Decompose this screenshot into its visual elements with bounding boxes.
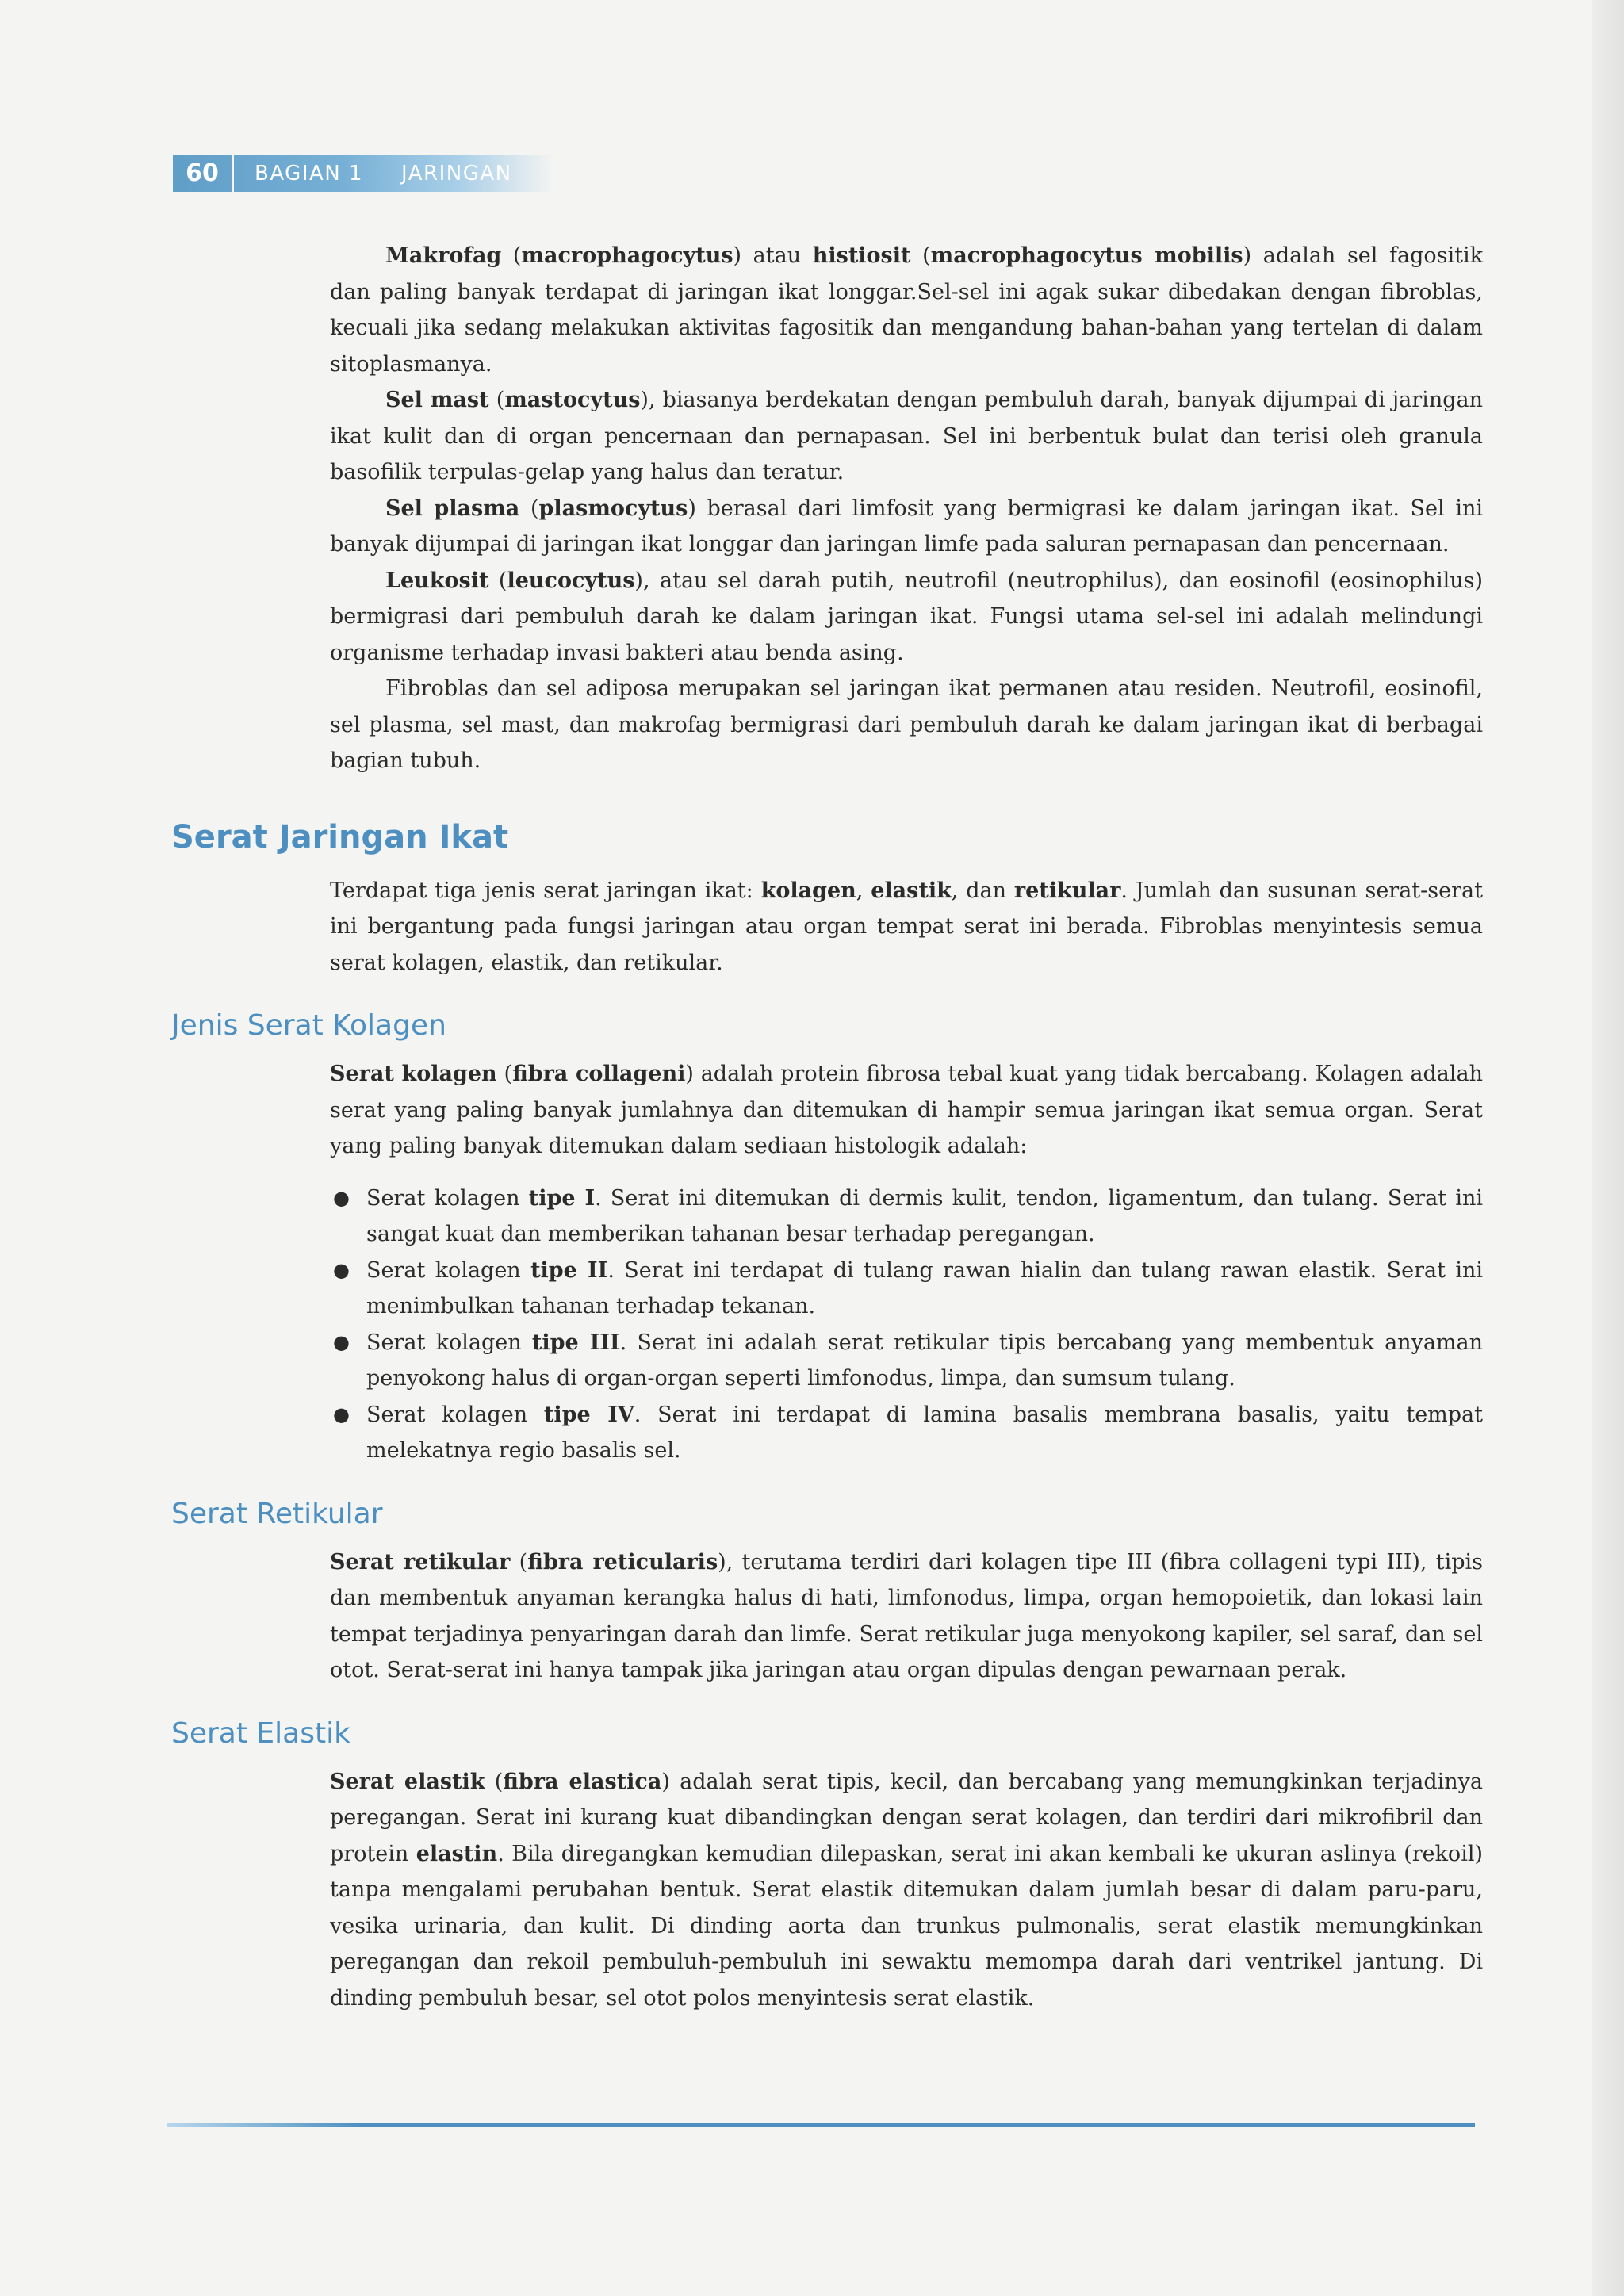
bullet-icon: ● (333, 1402, 350, 1425)
term-leucocytus: leucocytus (507, 568, 635, 593)
term-elastik: elastik (871, 878, 952, 903)
paragraph-sel-plasma: Sel plasma (plasmocytus) berasal dari limfosit yang bermigrasi ke dalam jaringan ikat. Sel ini banyak dijumpai di jaringan ikat longgar dan jaringan limfe pada saluran pernapasan dan pencernaan. (330, 496, 1483, 557)
paragraph-sel-mast: Sel mast (mastocytus), biasanya berdekatan dengan pembuluh darah, banyak dijumpai di jaringan ikat kulit dan di organ pencernaan dan pernapasan. Sel ini berbentuk bulat dan terisi oleh granula basofilik terpulas-gelap yang halus dan teratur. (330, 388, 1483, 484)
term-kolagen: kolagen (760, 878, 856, 903)
term-macrophagocytus-mobilis: macrophagocytus mobilis (930, 243, 1243, 268)
list-item: ● Serat kolagen tipe II. Serat ini terdapat di tulang rawan hialin dan tulang rawan elastik. Serat ini menimbulkan tahanan terhadap tekanan. (330, 1253, 1483, 1325)
bullet-icon: ● (333, 1186, 350, 1209)
heading-serat-retikular: Serat Retikular (171, 1497, 383, 1530)
term-histiosit: histiosit (812, 243, 911, 268)
term-plasmocytus: plasmocytus (538, 496, 688, 521)
term-fibra-reticularis: fibra reticularis (527, 1549, 718, 1575)
running-header (173, 155, 553, 192)
kolagen-type-list (330, 1181, 1483, 1469)
footer-rule (167, 2123, 1475, 2127)
term-serat-kolagen: Serat kolagen (330, 1062, 497, 1086)
term-sel-mast: Sel mast (385, 388, 489, 412)
term-fibra-elastica: fibra elastica (503, 1769, 662, 1794)
list-item: ● Serat kolagen tipe I. Serat ini ditemukan di dermis kulit, tendon, ligamentum, dan tulang. Serat ini sangat kuat dan memberikan tahanan besar terhadap peregangan. (330, 1181, 1483, 1253)
term-makrofag: Makrofag (385, 243, 502, 268)
paragraph-serat-jaringan-ikat: Terdapat tiga jenis serat jaringan ikat: kolagen, elastik, dan retikular. Jumlah dan susunan serat-serat ini bergantung pada fungsi jaringan atau organ tempat serat ini berada. Fibroblas menyintesis semua serat kolagen, elastik, dan retikular. (330, 878, 1483, 975)
page-number: 60 (173, 155, 234, 192)
paragraph-serat-elastik: Serat elastik (fibra elastica) adalah serat tipis, kecil, dan bercabang yang memungkinkan terjadinya peregangan. Serat ini kurang kuat dibandingkan dengan serat kolagen, dan terdiri dari mikrofibril dan protein elastin. Bila diregangkan kemudian dilepaskan, serat ini akan kembali ke ukuran aslinya (rekoil) tanpa mengalami perubahan bentuk. Serat elastik ditemukan dalam jumlah besar di dalam paru-paru, vesika urinaria, dan kulit. Di dinding aorta dan trunkus pulmonalis, serat elastik memungkinkan peregangan dan rekoil pembuluh-pembuluh ini sewaktu memompa darah dari ventrikel jantung. Di dinding pembuluh besar, sel otot polos menyintesis serat elastik. (330, 1769, 1483, 2011)
page-gutter (1592, 0, 1624, 2296)
heading-serat-elastik: Serat Elastik (171, 1716, 350, 1750)
term-mastocytus: mastocytus (504, 388, 641, 412)
paragraph-serat-kolagen: Serat kolagen (fibra collageni) adalah protein fibrosa tebal kuat yang tidak bercabang. Kolagen adalah serat yang paling banyak jumlahnya dan ditemukan di hampir semua jaringan ikat semua organ. Serat yang paling banyak ditemukan dalam sediaan histologik adalah: (330, 1062, 1483, 1158)
paragraph-leukosit: Leukosit (leucocytus), atau sel darah putih, neutrofil (neutrophilus), dan eosinofil (eosinophilus) bermigrasi dari pembuluh darah ke dalam jaringan ikat. Fungsi utama sel-sel ini adalah melindungi organisme terhadap invasi bakteri atau benda asing. (330, 568, 1483, 665)
term-serat-elastik: Serat elastik (330, 1769, 485, 1794)
bullet-icon: ● (333, 1330, 350, 1353)
bullet-icon: ● (333, 1258, 350, 1281)
term-serat-retikular: Serat retikular (330, 1549, 511, 1575)
paragraph-makrofag: Makrofag (macrophagocytus) atau histiosit (macrophagocytus mobilis) adalah sel fagositik dan paling banyak terdapat di jaringan ikat longgar.Sel-sel ini agak sukar dibedakan dengan fibroblas, kecuali jika sedang melakukan aktivitas fagositik dan mengandung bahan-bahan yang tertelan di dalam sitoplasmanya. (330, 243, 1483, 377)
header-chapter: JARINGAN (401, 162, 512, 186)
paragraph-serat-retikular: Serat retikular (fibra reticularis), terutama terdiri dari kolagen tipe III (fibra collageni typi III), tipis dan membentuk anyaman kerangka halus di hati, limfonodus, limpa, organ hemopoietik, dan lokasi lain tempat terjadinya penyaringan darah dan limfe. Serat retikular juga menyokong kapiler, sel saraf, dan sel otot. Serat-serat ini hanya tampak jika jaringan atau organ dipulas dengan pewarnaan perak. (330, 1549, 1484, 1682)
list-item: ● Serat kolagen tipe IV. Serat ini terdapat di lamina basalis membrana basalis, yaitu tempat melekatnya regio basalis sel. (330, 1397, 1483, 1469)
header-part: BAGIAN 1 (255, 162, 364, 186)
heading-jenis-serat-kolagen: Jenis Serat Kolagen (171, 1009, 446, 1042)
term-leukosit: Leukosit (385, 568, 489, 593)
paragraph-fibroblas: Fibroblas dan sel adiposa merupakan sel jaringan ikat permanen atau residen. Neutrofil, eosinofil, sel plasma, sel mast, dan makrofag bermigrasi dari pembuluh darah ke dalam jaringan ikat di berbagai bagian tubuh. (330, 676, 1483, 773)
term-elastin: elastin (416, 1841, 498, 1866)
term-fibra-collageni: fibra collageni (512, 1062, 686, 1086)
term-retikular: retikular (1013, 878, 1121, 903)
list-item: ● Serat kolagen tipe III. Serat ini adalah serat retikular tipis bercabang yang membentuk anyaman penyokong halus di organ-organ seperti limfonodus, limpa, dan sumsum tulang. (330, 1325, 1483, 1397)
term-macrophagocytus: macrophagocytus (521, 243, 733, 268)
page-body (171, 238, 1484, 2016)
heading-serat-jaringan-ikat: Serat Jaringan Ikat (171, 818, 509, 855)
term-sel-plasma: Sel plasma (385, 496, 520, 521)
